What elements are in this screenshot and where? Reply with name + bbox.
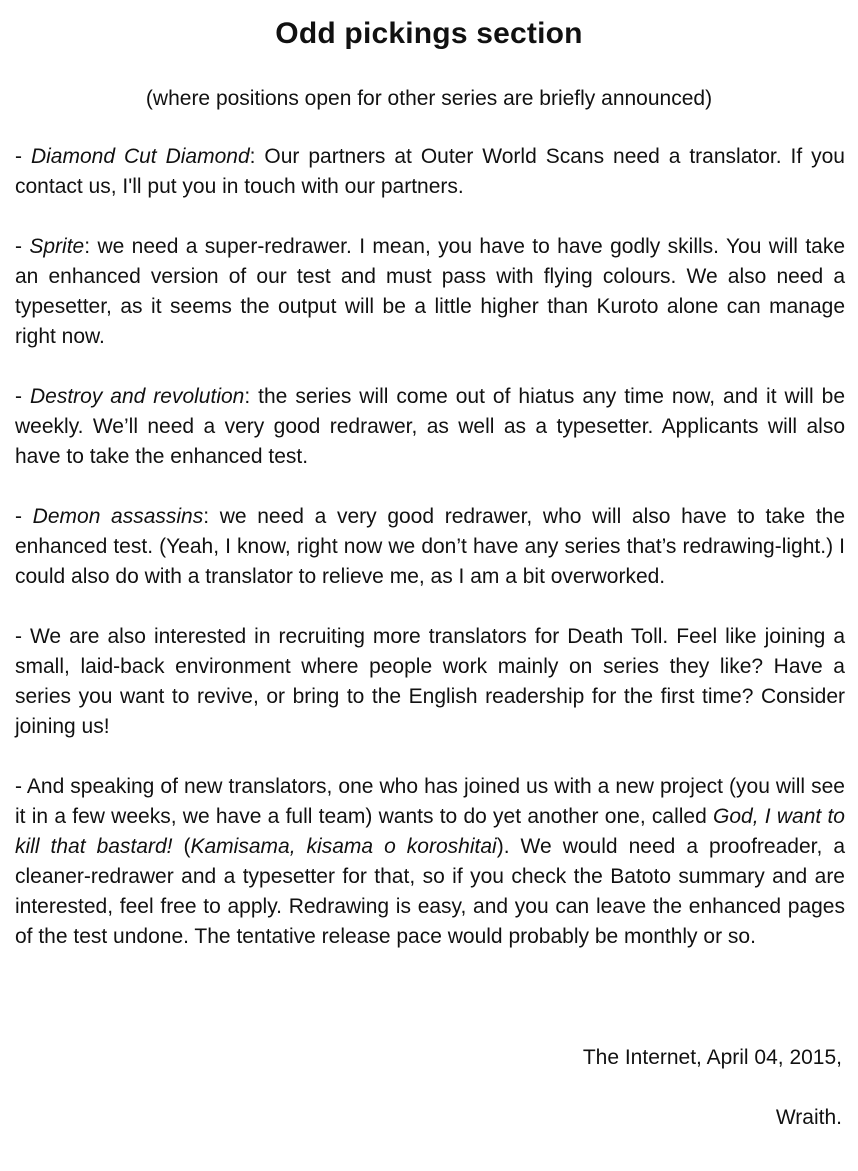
paragraph-text: - And speaking of new translators, one who has joined us with a new project (you will see it in a few weeks, we have a full team) wants to do yet another one, called xyxy=(15,775,845,828)
project-title-english: God, I want to kill that bastard! xyxy=(15,805,845,858)
signoff-date-line: The Internet, April 04, 2015, xyxy=(582,1046,842,1069)
series-title: Diamond Cut Diamond xyxy=(30,145,250,168)
paragraph-text: - We are also interested in recruiting more translators for Death Toll. Feel like joining a small, laid-back environment where people work mainly on series they like? Have a series you want to revive, or bring to the English readership for the first time? Consider joining us! xyxy=(15,625,845,738)
paragraph-prefix: - xyxy=(15,385,30,408)
paragraph-destroy-and-revolution xyxy=(15,382,845,472)
paragraph-prefix: - xyxy=(15,235,30,258)
signoff-name: Wraith. xyxy=(775,1106,842,1129)
series-title: Destroy and revolution xyxy=(29,385,245,408)
paragraph-text: ( xyxy=(172,835,191,858)
paragraph-text: : the series will come out of hiatus any time now, and it will be weekly. We’ll need a very good redrawer, as well as a typesetter. Applicants will also have to take the enhanced test. xyxy=(15,385,845,468)
paragraph-new-project xyxy=(15,772,845,952)
paragraph-prefix: - xyxy=(15,145,31,168)
paragraph-text: ). We would need a proofreader, a cleaner-redrawer and a typesetter for that, so if you check the Batoto summary and are interested, feel free to apply. Redrawing is easy, and you can leave the enhanced pages of the test undone. The tentative release pace would probably be monthly or so. xyxy=(15,835,846,948)
paragraph-prefix: - xyxy=(15,505,33,528)
series-title: Demon assassins xyxy=(32,505,204,528)
paragraph-text: : we need a super-redrawer. I mean, you have to have godly skills. You will take an enhanced version of our test and must pass with flying colours. We also need a typesetter, as it seems the output will be a little higher than Kuroto alone can manage right now. xyxy=(15,235,846,348)
page-title: Odd pickings section xyxy=(275,17,583,50)
project-title-japanese: Kamisama, kisama o koroshitai xyxy=(190,835,497,858)
paragraph-demon-assassins xyxy=(15,502,845,592)
series-title: Sprite xyxy=(29,235,85,258)
paragraph-text: : Our partners at Outer World Scans need a translator. If you contact us, I'll put you in touch with our partners. xyxy=(15,145,845,198)
paragraph-diamond-cut-diamond xyxy=(15,142,845,202)
page-subtitle: (where positions open for other series are briefly announced) xyxy=(145,87,713,110)
paragraph-sprite xyxy=(15,232,845,352)
document-body xyxy=(15,142,845,982)
paragraph-text: : we need a very good redrawer, who will also have to take the enhanced test. (Yeah, I know, right now we don’t have any series that’s redrawing-light.) I could also do with a translator to relieve me, as I am a bit overworked. xyxy=(15,505,846,588)
paragraph-recruiting-translators xyxy=(15,622,845,742)
